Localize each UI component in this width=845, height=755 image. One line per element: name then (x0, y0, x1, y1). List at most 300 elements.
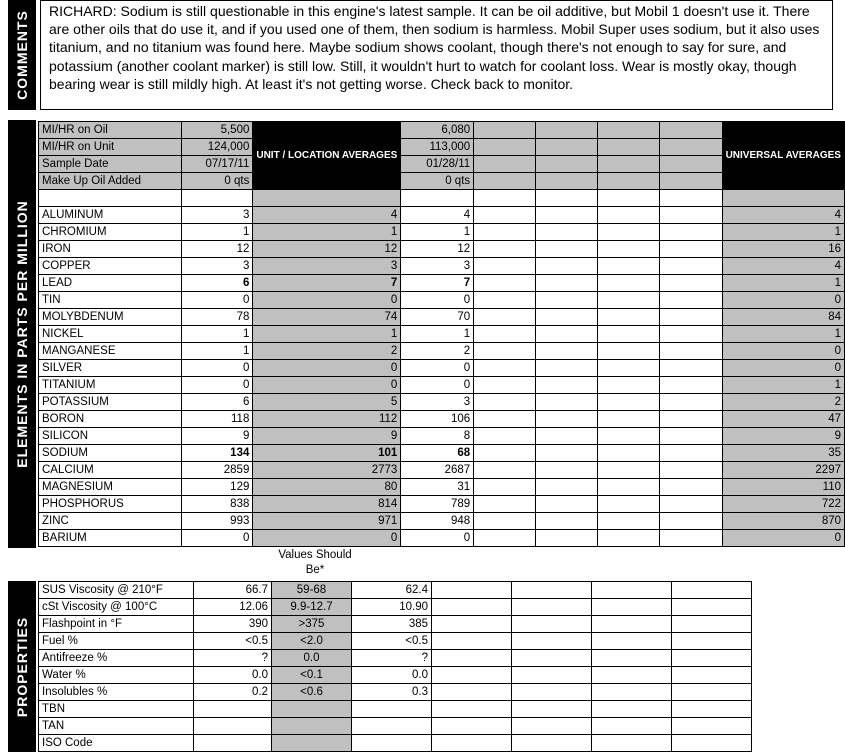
property-row (39, 667, 752, 684)
sample1-value: 3 (182, 258, 253, 275)
empty-cell (536, 173, 598, 190)
empty-cell (672, 684, 752, 701)
property-row (39, 684, 752, 701)
empty-cell (536, 377, 598, 394)
should-be-value: >375 (272, 616, 352, 633)
empty-cell (536, 258, 598, 275)
empty-cell (598, 190, 660, 207)
empty-cell (672, 616, 752, 633)
element-row (39, 241, 845, 258)
element-row (39, 207, 845, 224)
empty-cell (512, 684, 592, 701)
sample2-value: 6,080 (401, 122, 474, 139)
empty-cell (598, 530, 660, 547)
unit-average-value: 9 (253, 428, 401, 445)
empty-cell (592, 633, 672, 650)
header-label: Sample Date (39, 156, 182, 173)
unit-average-value: 1 (253, 326, 401, 343)
empty-cell (536, 326, 598, 343)
sample1-value: ? (194, 650, 272, 667)
empty-cell (536, 445, 598, 462)
property-name: TAN (39, 718, 194, 735)
sample1-value: 5,500 (182, 122, 253, 139)
unit-average-value: 7 (253, 275, 401, 292)
property-row (39, 650, 752, 667)
empty-cell (39, 190, 182, 207)
element-row (39, 258, 845, 275)
sample2-value: 789 (401, 496, 474, 513)
sample2-value: 0.3 (352, 684, 432, 701)
unit-average-value: 0 (253, 292, 401, 309)
sample1-value: 0 qts (182, 173, 253, 190)
elements-label: ELEMENTS IN PARTS PER MILLION (14, 200, 30, 468)
sample1-value: 3 (182, 207, 253, 224)
empty-cell (598, 258, 660, 275)
sample2-value: 7 (401, 275, 474, 292)
empty-cell (660, 428, 722, 445)
element-name: MAGNESIUM (39, 479, 182, 496)
empty-cell (474, 292, 536, 309)
empty-cell (598, 360, 660, 377)
empty-cell (598, 445, 660, 462)
empty-cell (598, 224, 660, 241)
empty-cell (432, 701, 512, 718)
element-row (39, 377, 845, 394)
property-name: Insolubles % (39, 684, 194, 701)
sample2-value: 0 (401, 360, 474, 377)
universal-average-value: 870 (722, 513, 844, 530)
unit-average-value: 3 (253, 258, 401, 275)
property-row (39, 599, 752, 616)
element-row (39, 411, 845, 428)
empty-cell (512, 633, 592, 650)
empty-cell (598, 156, 660, 173)
sample1-value: 2859 (182, 462, 253, 479)
empty-cell (660, 258, 722, 275)
unit-average-value: 80 (253, 479, 401, 496)
properties-label: PROPERTIES (14, 616, 30, 717)
empty-cell (536, 360, 598, 377)
element-name: TIN (39, 292, 182, 309)
sample1-value (194, 718, 272, 735)
universal-average-value: 84 (722, 309, 844, 326)
empty-cell (536, 190, 598, 207)
element-name: BARIUM (39, 530, 182, 547)
comments-text: RICHARD: Sodium is still questionable in this engine's latest sample. It can be oil additive, but Mobil 1 doesn't use it. There are other oils that do use it, and if you used one of them, then sodium is harmless. Mobil Super uses sodium, but it also uses titanium, and no titanium was found here. Maybe sodium shows coolant, though there's not enough to say for sure, and potassium (another coolant marker) is still low. Still, it wouldn't hurt to watch for coolant loss. Wear is mostly okay, though bearing wear is still mildly high. At least it's not getting worse. Check back to monitor. (49, 3, 820, 92)
universal-average-value: 2297 (722, 462, 844, 479)
sample2-value: 4 (401, 207, 474, 224)
property-row (39, 582, 752, 599)
element-row (39, 224, 845, 241)
empty-cell (536, 292, 598, 309)
empty-cell (474, 513, 536, 530)
element-name: IRON (39, 241, 182, 258)
properties-side-label (8, 581, 36, 752)
sample2-value: <0.5 (352, 633, 432, 650)
empty-cell (592, 667, 672, 684)
sample1-value: 12 (182, 241, 253, 258)
empty-cell (672, 667, 752, 684)
universal-average-value: 1 (722, 275, 844, 292)
element-row (39, 326, 845, 343)
empty-cell (474, 224, 536, 241)
comments-box (40, 0, 833, 110)
should-be-value (272, 718, 352, 735)
empty-cell (512, 735, 592, 752)
empty-cell (474, 241, 536, 258)
property-name: Fuel % (39, 633, 194, 650)
empty-cell (432, 667, 512, 684)
sample1-value: 129 (182, 479, 253, 496)
unit-average-value: 4 (253, 207, 401, 224)
empty-cell (598, 122, 660, 139)
empty-cell (598, 428, 660, 445)
sample2-value: 68 (401, 445, 474, 462)
element-row (39, 275, 845, 292)
universal-averages-heading: UNIVERSAL AVERAGES (722, 122, 844, 190)
sample2-value: 3 (401, 394, 474, 411)
should-be-value: 0.0 (272, 650, 352, 667)
empty-cell (672, 701, 752, 718)
sample2-value: 01/28/11 (401, 156, 474, 173)
sample2-value: 10.90 (352, 599, 432, 616)
sample1-value: 118 (182, 411, 253, 428)
unit-average-value: 2773 (253, 462, 401, 479)
property-name: Flashpoint in °F (39, 616, 194, 633)
empty-cell (660, 207, 722, 224)
empty-cell (598, 394, 660, 411)
empty-cell (432, 582, 512, 599)
sample2-value (352, 735, 432, 752)
property-name: ISO Code (39, 735, 194, 752)
empty-cell (598, 513, 660, 530)
element-name: LEAD (39, 275, 182, 292)
header-label: MI/HR on Oil (39, 122, 182, 139)
empty-cell (536, 513, 598, 530)
should-be-value: <0.1 (272, 667, 352, 684)
universal-average-value: 110 (722, 479, 844, 496)
elements-side-label (8, 120, 36, 548)
sample1-value: 1 (182, 224, 253, 241)
universal-average-value: 9 (722, 428, 844, 445)
sample1-value: 66.7 (194, 582, 272, 599)
universal-average-value: 47 (722, 411, 844, 428)
sample1-value: 134 (182, 445, 253, 462)
empty-cell (660, 156, 722, 173)
empty-cell (474, 207, 536, 224)
empty-cell (672, 582, 752, 599)
sample1-value: 838 (182, 496, 253, 513)
empty-cell (474, 360, 536, 377)
empty-cell (660, 173, 722, 190)
empty-cell (672, 650, 752, 667)
empty-cell (474, 309, 536, 326)
unit-average-value: 74 (253, 309, 401, 326)
sample1-value: 0 (182, 292, 253, 309)
empty-cell (432, 718, 512, 735)
empty-cell (474, 411, 536, 428)
empty-cell (592, 599, 672, 616)
unit-average-value: 112 (253, 411, 401, 428)
unit-average-value: 814 (253, 496, 401, 513)
empty-cell (660, 241, 722, 258)
element-name: MANGANESE (39, 343, 182, 360)
property-row (39, 701, 752, 718)
element-row (39, 445, 845, 462)
unit-average-value: 0 (253, 377, 401, 394)
empty-cell (598, 309, 660, 326)
sample2-value: 2687 (401, 462, 474, 479)
sample1-value: 0.2 (194, 684, 272, 701)
sample2-value: 0 qts (401, 173, 474, 190)
properties-table (38, 581, 752, 752)
sample1-value (194, 735, 272, 752)
empty-cell (660, 513, 722, 530)
empty-cell (598, 343, 660, 360)
comments-side-label (8, 0, 36, 110)
empty-cell (474, 190, 536, 207)
empty-cell (474, 258, 536, 275)
empty-cell (660, 122, 722, 139)
empty-cell (474, 479, 536, 496)
property-row (39, 616, 752, 633)
empty-cell (432, 616, 512, 633)
universal-average-value: 35 (722, 445, 844, 462)
empty-cell (722, 190, 844, 207)
empty-cell (592, 701, 672, 718)
empty-cell (598, 479, 660, 496)
sample2-value: 0.0 (352, 667, 432, 684)
element-name: CALCIUM (39, 462, 182, 479)
property-name: Antifreeze % (39, 650, 194, 667)
empty-cell (432, 735, 512, 752)
empty-cell (598, 326, 660, 343)
empty-cell (536, 428, 598, 445)
empty-cell (474, 343, 536, 360)
element-row (39, 513, 845, 530)
empty-cell (432, 684, 512, 701)
empty-cell (401, 190, 474, 207)
should-be-value: 9.9-12.7 (272, 599, 352, 616)
empty-cell (536, 462, 598, 479)
unit-average-value: 1 (253, 224, 401, 241)
empty-cell (474, 496, 536, 513)
unit-average-value: 12 (253, 241, 401, 258)
empty-cell (598, 173, 660, 190)
sample1-value: 6 (182, 275, 253, 292)
empty-cell (598, 207, 660, 224)
empty-cell (660, 530, 722, 547)
property-row (39, 718, 752, 735)
empty-cell (536, 224, 598, 241)
empty-cell (512, 718, 592, 735)
sample1-value: 1 (182, 343, 253, 360)
empty-cell (536, 343, 598, 360)
sample1-value: 9 (182, 428, 253, 445)
empty-cell (598, 411, 660, 428)
empty-cell (592, 650, 672, 667)
empty-cell (536, 122, 598, 139)
should-be-value (272, 735, 352, 752)
empty-cell (672, 599, 752, 616)
sample1-value: 993 (182, 513, 253, 530)
empty-cell (536, 496, 598, 513)
empty-cell (598, 377, 660, 394)
sample2-value: 106 (401, 411, 474, 428)
element-name: COPPER (39, 258, 182, 275)
element-row (39, 530, 845, 547)
sample1-value: 0.0 (194, 667, 272, 684)
header-label: MI/HR on Unit (39, 139, 182, 156)
empty-cell (660, 343, 722, 360)
empty-cell (536, 139, 598, 156)
empty-cell (592, 718, 672, 735)
element-row (39, 428, 845, 445)
universal-average-value: 16 (722, 241, 844, 258)
element-name: ZINC (39, 513, 182, 530)
empty-cell (660, 411, 722, 428)
property-name: TBN (39, 701, 194, 718)
property-name: SUS Viscosity @ 210°F (39, 582, 194, 599)
universal-average-value: 722 (722, 496, 844, 513)
empty-cell (432, 599, 512, 616)
element-row (39, 479, 845, 496)
elements-table (38, 121, 845, 547)
empty-cell (536, 530, 598, 547)
empty-cell (660, 309, 722, 326)
empty-cell (536, 411, 598, 428)
empty-cell (672, 735, 752, 752)
empty-cell (660, 360, 722, 377)
sample2-value (352, 718, 432, 735)
element-name: SODIUM (39, 445, 182, 462)
empty-cell (660, 292, 722, 309)
element-name: MOLYBDENUM (39, 309, 182, 326)
sample1-value: 0 (182, 377, 253, 394)
element-row (39, 496, 845, 513)
empty-cell (512, 582, 592, 599)
unit-average-value: 2 (253, 343, 401, 360)
spacer-row (39, 190, 845, 207)
sample1-value: 07/17/11 (182, 156, 253, 173)
sample2-value: 3 (401, 258, 474, 275)
universal-average-value: 0 (722, 292, 844, 309)
empty-cell (660, 462, 722, 479)
empty-cell (432, 650, 512, 667)
empty-cell (536, 207, 598, 224)
empty-cell (536, 156, 598, 173)
empty-cell (474, 173, 536, 190)
empty-cell (474, 377, 536, 394)
unit-average-value: 101 (253, 445, 401, 462)
universal-average-value: 0 (722, 343, 844, 360)
sample1-value: 12.06 (194, 599, 272, 616)
element-row (39, 394, 845, 411)
element-row (39, 360, 845, 377)
sample2-value (352, 701, 432, 718)
property-row (39, 735, 752, 752)
sample2-value: 62.4 (352, 582, 432, 599)
empty-cell (474, 156, 536, 173)
sample1-value: 0 (182, 360, 253, 377)
empty-cell (474, 428, 536, 445)
empty-cell (592, 684, 672, 701)
universal-average-value: 0 (722, 530, 844, 547)
unit-average-value: 0 (253, 530, 401, 547)
should-be-value (272, 701, 352, 718)
should-be-value: 59-68 (272, 582, 352, 599)
element-name: TITANIUM (39, 377, 182, 394)
element-row (39, 343, 845, 360)
empty-cell (432, 633, 512, 650)
empty-cell (536, 394, 598, 411)
empty-cell (660, 479, 722, 496)
empty-cell (660, 224, 722, 241)
universal-average-value: 1 (722, 224, 844, 241)
empty-cell (598, 292, 660, 309)
empty-cell (474, 394, 536, 411)
empty-cell (660, 275, 722, 292)
universal-average-value: 2 (722, 394, 844, 411)
sample2-value: 0 (401, 530, 474, 547)
header-label: Make Up Oil Added (39, 173, 182, 190)
empty-cell (512, 701, 592, 718)
sample2-value: ? (352, 650, 432, 667)
universal-average-value: 4 (722, 207, 844, 224)
empty-cell (474, 326, 536, 343)
element-name: BORON (39, 411, 182, 428)
sample1-value: 390 (194, 616, 272, 633)
sample2-value: 1 (401, 326, 474, 343)
empty-cell (660, 394, 722, 411)
element-name: CHROMIUM (39, 224, 182, 241)
values-should-be-label: Values Should Be* (278, 549, 352, 576)
empty-cell (512, 667, 592, 684)
empty-cell (536, 275, 598, 292)
element-name: SILICON (39, 428, 182, 445)
empty-cell (512, 599, 592, 616)
should-be-value: <2.0 (272, 633, 352, 650)
element-row (39, 462, 845, 479)
empty-cell (474, 462, 536, 479)
empty-cell (598, 496, 660, 513)
empty-cell (253, 190, 401, 207)
element-row (39, 292, 845, 309)
sample2-value: 1 (401, 224, 474, 241)
empty-cell (592, 616, 672, 633)
sample2-value: 8 (401, 428, 474, 445)
empty-cell (672, 633, 752, 650)
sample2-value: 0 (401, 292, 474, 309)
unit-location-averages-heading: UNIT / LOCATION AVERAGES (253, 122, 401, 190)
comments-label: COMMENTS (14, 10, 30, 100)
empty-cell (536, 309, 598, 326)
empty-cell (598, 462, 660, 479)
empty-cell (660, 139, 722, 156)
empty-cell (512, 616, 592, 633)
element-name: SILVER (39, 360, 182, 377)
empty-cell (598, 275, 660, 292)
empty-cell (536, 479, 598, 496)
should-be-value: <0.6 (272, 684, 352, 701)
sample2-value: 948 (401, 513, 474, 530)
empty-cell (672, 718, 752, 735)
element-name: POTASSIUM (39, 394, 182, 411)
sample1-value: 0 (182, 530, 253, 547)
empty-cell (598, 241, 660, 258)
empty-cell (474, 445, 536, 462)
element-name: ALUMINUM (39, 207, 182, 224)
